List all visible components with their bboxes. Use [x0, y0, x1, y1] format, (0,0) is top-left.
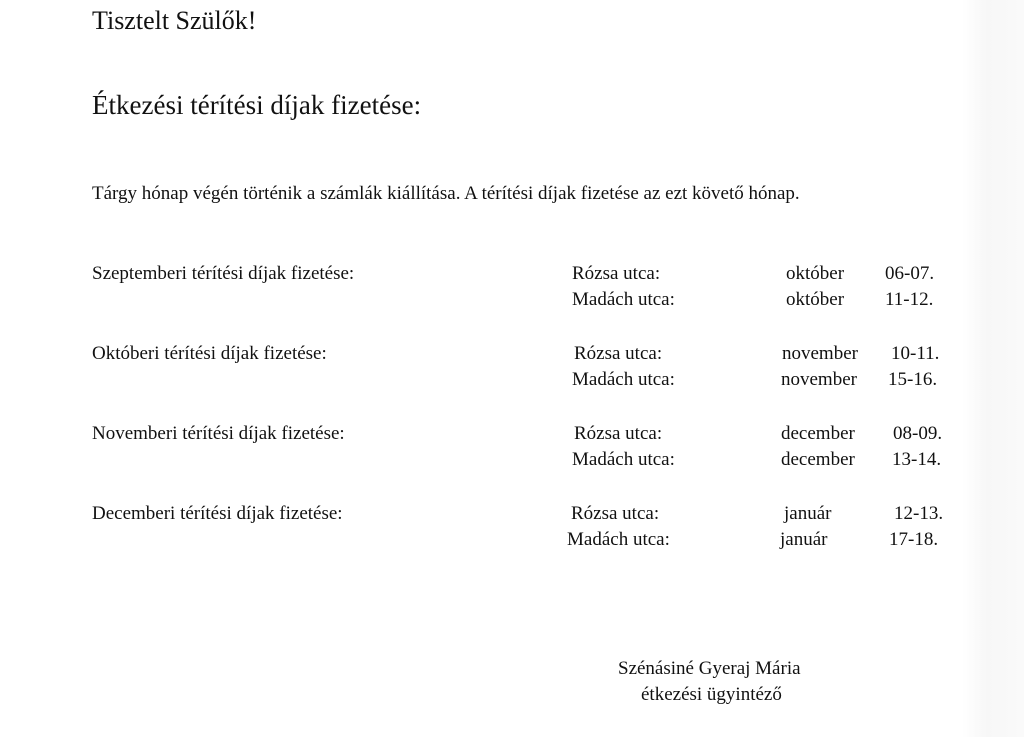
schedule-label-september: Szeptemberi térítési díjak fizetése: — [92, 263, 355, 284]
schedule-label-december: Decemberi térítési díjak fizetése: — [92, 503, 343, 524]
document-heading: Étkezési térítési díjak fizetése: — [92, 90, 422, 120]
payment-days: 15-16. — [888, 369, 938, 390]
payment-month: január — [784, 503, 832, 524]
payment-month: december — [781, 423, 855, 444]
street-rozsa: Rózsa utca: — [574, 343, 663, 364]
signature-role: étkezési ügyintéző — [641, 684, 782, 705]
payment-days: 17-18. — [889, 529, 939, 550]
street-rozsa: Rózsa utca: — [572, 263, 661, 284]
payment-days: 13-14. — [892, 449, 942, 470]
schedule-label-november: Novemberi térítési díjak fizetése: — [92, 423, 345, 444]
street-rozsa: Rózsa utca: — [574, 423, 663, 444]
street-madach: Madách utca: — [572, 449, 675, 470]
intro-paragraph: Tárgy hónap végén történik a számlák kiállítása. A térítési díjak fizetése az ezt követő hónap. — [92, 183, 800, 204]
payment-days: 10-11. — [891, 343, 940, 364]
payment-month: október — [786, 263, 845, 284]
payment-days: 06-07. — [885, 263, 935, 284]
payment-month: január — [780, 529, 828, 550]
payment-days: 11-12. — [885, 289, 934, 310]
signature-name: Szénásiné Gyeraj Mária — [618, 658, 801, 679]
street-madach: Madách utca: — [572, 369, 675, 390]
street-madach: Madách utca: — [567, 529, 670, 550]
scan-edge-shadow — [962, 0, 1024, 737]
payment-month: november — [782, 343, 858, 364]
payment-month: október — [786, 289, 845, 310]
schedule-label-october: Októberi térítési díjak fizetése: — [92, 343, 327, 364]
payment-days: 08-09. — [893, 423, 943, 444]
greeting: Tisztelt Szülők! — [92, 6, 257, 35]
payment-month: november — [781, 369, 857, 390]
payment-days: 12-13. — [894, 503, 944, 524]
street-rozsa: Rózsa utca: — [571, 503, 660, 524]
payment-month: december — [781, 449, 855, 470]
street-madach: Madách utca: — [572, 289, 675, 310]
